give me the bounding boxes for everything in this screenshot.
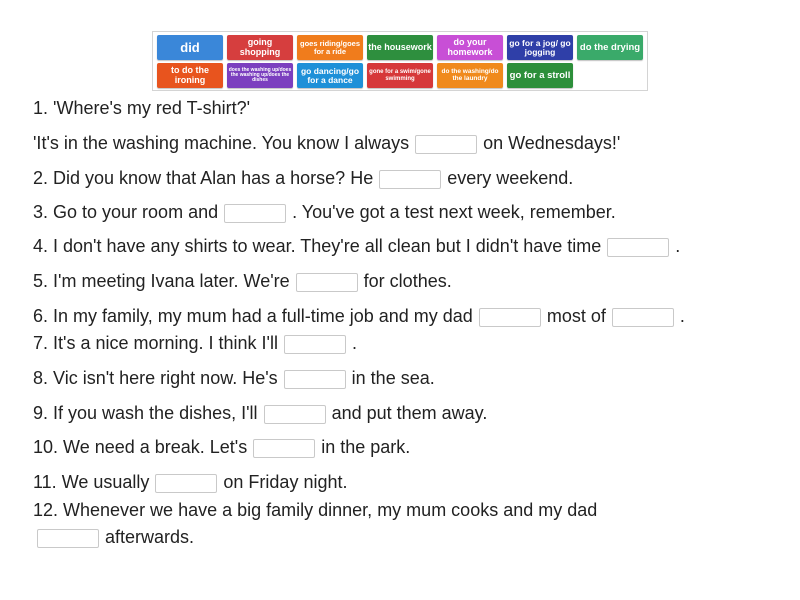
sentence-text: 1. 'Where's my red T-shirt?' bbox=[33, 98, 251, 118]
answer-blank-5[interactable] bbox=[296, 273, 358, 292]
sentence-1a bbox=[33, 97, 250, 119]
answer-blank-10[interactable] bbox=[253, 439, 315, 458]
sentence-12b bbox=[31, 526, 194, 548]
sentence-text: 7. It's a nice morning. I think I'll bbox=[33, 333, 278, 353]
tile-does-the-washing-up[interactable] bbox=[227, 63, 293, 88]
sentence-text: for clothes. bbox=[363, 271, 452, 291]
tile-do-the-washing[interactable] bbox=[437, 63, 503, 88]
sentence-text: 5. I'm meeting Ivana later. We're bbox=[33, 271, 290, 291]
sentence-10 bbox=[33, 436, 410, 458]
tile-go-for-a-stroll[interactable] bbox=[507, 63, 573, 88]
answer-blank-11[interactable] bbox=[155, 474, 217, 493]
sentence-11 bbox=[33, 471, 347, 493]
answer-blank-1[interactable] bbox=[415, 135, 477, 154]
answer-blank-9[interactable] bbox=[264, 405, 326, 424]
tile-label: did bbox=[180, 39, 200, 55]
answer-blank-7[interactable] bbox=[284, 335, 346, 354]
answer-blank-12[interactable] bbox=[37, 529, 99, 548]
sentence-text: every weekend. bbox=[447, 168, 574, 188]
sentence-text: . bbox=[351, 333, 357, 353]
answer-blank-8[interactable] bbox=[284, 370, 346, 389]
tile-goes-riding[interactable] bbox=[297, 35, 363, 60]
answer-blank-4[interactable] bbox=[607, 238, 669, 257]
tile-label: does the washing up/does the washing up/does the dishes bbox=[228, 66, 292, 84]
sentence-9 bbox=[33, 402, 487, 424]
sentence-text: 11. We usually bbox=[33, 472, 150, 492]
tile-the-housework[interactable] bbox=[367, 35, 433, 60]
sentence-text: and put them away. bbox=[331, 403, 488, 423]
sentence-text: in the sea. bbox=[351, 368, 435, 388]
sentence-text: 12. Whenever we have a big family dinner, my mum cooks and my dad bbox=[33, 500, 598, 520]
tile-gone-for-a-swim[interactable] bbox=[367, 63, 433, 88]
tile-label: going shopping bbox=[239, 37, 281, 57]
tile-label: to do the ironing bbox=[171, 65, 209, 85]
sentence-8 bbox=[33, 367, 435, 389]
answer-blank-6a[interactable] bbox=[479, 308, 541, 327]
word-bank bbox=[152, 31, 648, 91]
tile-go-dancing[interactable] bbox=[297, 63, 363, 88]
tile-do-your-homework[interactable] bbox=[437, 35, 503, 60]
tile-label: do your homework bbox=[447, 37, 493, 57]
answer-blank-2[interactable] bbox=[379, 170, 441, 189]
sentence-text: 6. In my family, my mum had a full-time job and my dad bbox=[33, 306, 473, 326]
sentence-text: 8. Vic isn't here right now. He's bbox=[33, 368, 278, 388]
sentence-text: 4. I don't have any shirts to wear. They're all clean but I didn't have time bbox=[33, 236, 602, 256]
sentence-1b bbox=[33, 132, 620, 154]
sentence-12a bbox=[33, 499, 597, 521]
tile-go-for-a-jog[interactable] bbox=[507, 35, 573, 60]
sentence-text: on Friday night. bbox=[223, 472, 348, 492]
sentence-text: 9. If you wash the dishes, I'll bbox=[33, 403, 258, 423]
sentence-3 bbox=[33, 201, 616, 223]
answer-blank-3[interactable] bbox=[224, 204, 286, 223]
sentence-text: 2. Did you know that Alan has a horse? He bbox=[33, 168, 374, 188]
sentence-text: most of bbox=[546, 306, 606, 326]
tile-label: goes riding/goes for a ride bbox=[299, 38, 360, 56]
tile-label: go for a jog/ go jogging bbox=[509, 37, 571, 57]
sentence-text: 'It's in the washing machine. You know I always bbox=[33, 133, 410, 153]
sentence-4 bbox=[33, 235, 680, 257]
tile-label: do the washing/do the laundry bbox=[441, 67, 499, 82]
sentence-6 bbox=[33, 305, 685, 327]
sentence-2 bbox=[33, 167, 573, 189]
sentence-text: . bbox=[679, 306, 685, 326]
sentence-text: 3. Go to your room and bbox=[33, 202, 219, 222]
tile-label: the housework bbox=[368, 41, 432, 52]
answer-blank-6b[interactable] bbox=[612, 308, 674, 327]
sentence-text: in the park. bbox=[321, 437, 411, 457]
tile-label: go for a stroll bbox=[509, 69, 571, 81]
sentence-7 bbox=[33, 332, 357, 354]
tile-to-do-the-ironing[interactable] bbox=[157, 63, 223, 88]
tile-label: gone for a swim/gone swimming bbox=[369, 69, 431, 82]
sentence-text: on Wednesdays!' bbox=[483, 133, 621, 153]
tile-did[interactable] bbox=[157, 35, 223, 60]
tile-going-shopping[interactable] bbox=[227, 35, 293, 60]
sentence-text: . bbox=[675, 236, 681, 256]
tile-label: go dancing/go for a dance bbox=[300, 65, 360, 85]
sentence-text: 10. We need a break. Let's bbox=[33, 437, 248, 457]
sentence-5 bbox=[33, 270, 452, 292]
tile-label: do the drying bbox=[579, 41, 641, 53]
sentence-text: afterwards. bbox=[105, 527, 195, 547]
sentence-text: . You've got a test next week, remember. bbox=[292, 202, 616, 222]
tile-do-the-drying[interactable] bbox=[577, 35, 643, 60]
